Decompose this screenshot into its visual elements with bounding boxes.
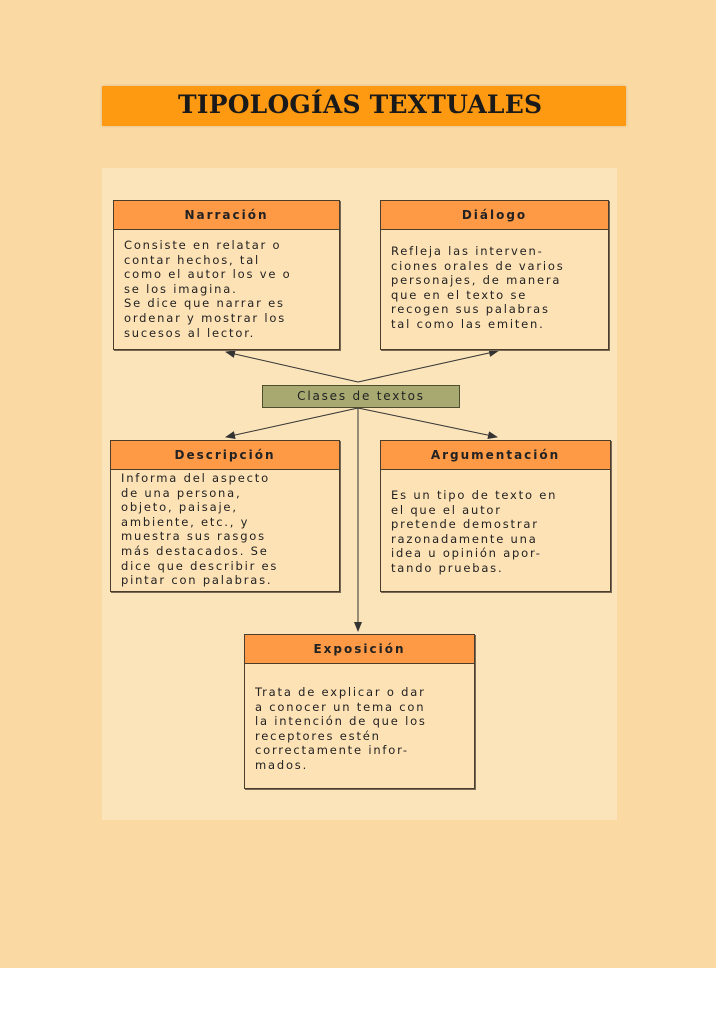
body-dialogo: Refleja las interven- ciones orales de varios personajes, de manera que en el texto se recogen sus palabras tal como las emiten.: [391, 244, 565, 331]
header-exposicion: Exposición: [245, 635, 474, 664]
page-title: TIPOLOGÍAS TEXTUALES: [178, 90, 543, 119]
header-descripcion: Descripción: [111, 441, 339, 470]
arrow-to-argumentacion: [358, 408, 497, 437]
box-dialogo: [380, 200, 609, 350]
center-node-clases-de-textos: Clases de textos: [262, 385, 460, 408]
box-narracion: [113, 200, 340, 350]
header-narracion: Narración: [114, 201, 339, 230]
header-dialogo: Diálogo: [381, 201, 608, 230]
body-narracion: Consiste en relatar o contar hechos, tal como el autor los ve o se los imagina. Se dice que narrar es ordenar y mostrar los sucesos al lector.: [124, 238, 292, 340]
header-argumentacion: Argumentación: [381, 441, 610, 470]
body-exposicion: Trata de explicar o dar a conocer un tema con la intención de que los receptores estén correctamente infor- mados.: [255, 685, 427, 772]
arrow-to-descripcion: [226, 408, 358, 437]
arrow-to-narracion: [226, 352, 358, 382]
body-descripcion: Informa del aspecto de una persona, objeto, paisaje, ambiente, etc., y muestra sus rasgos más destacados. Se dice que describir es pintar con palabras.: [121, 471, 279, 588]
arrow-to-dialogo: [358, 351, 498, 382]
box-exposicion: [244, 634, 475, 789]
box-descripcion: [110, 440, 340, 592]
box-argumentacion: [380, 440, 611, 592]
body-argumentacion: Es un tipo de texto en el que el autor pretende demostrar razonadamente una idea u opinión apor- tando pruebas.: [391, 488, 558, 575]
